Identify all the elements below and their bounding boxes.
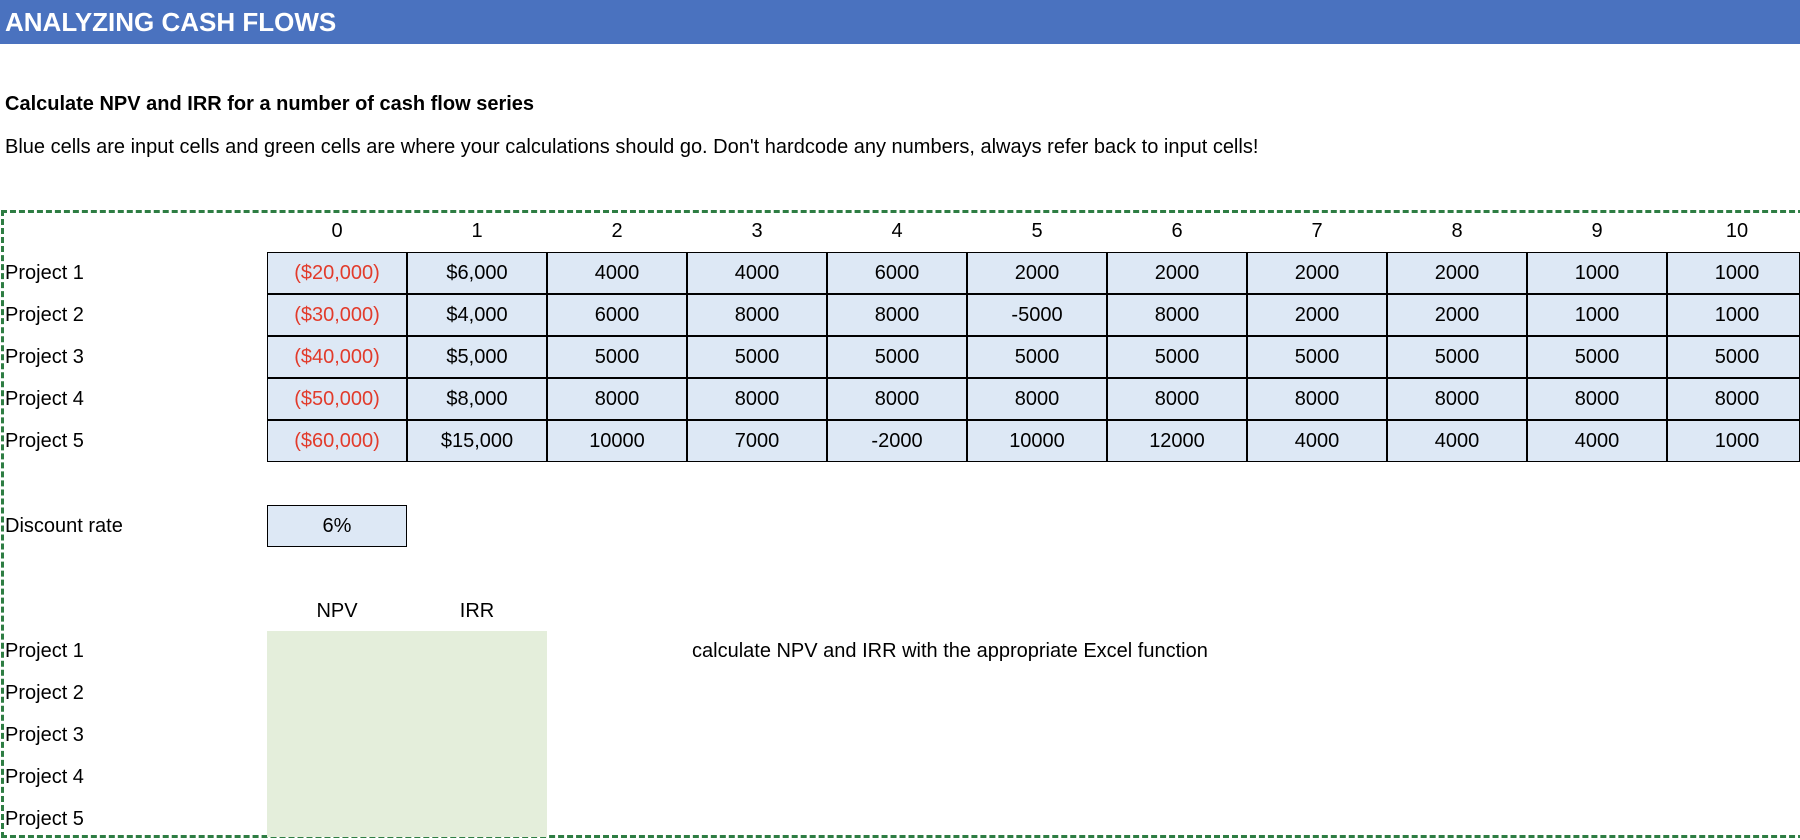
cashflow-cell[interactable]: 5000 bbox=[1667, 336, 1800, 378]
cashflow-cell[interactable]: 2000 bbox=[1107, 252, 1247, 294]
cashflow-cell[interactable]: 8000 bbox=[1667, 378, 1800, 420]
cashflow-cell[interactable]: 8000 bbox=[687, 294, 827, 336]
period-header-0: 0 bbox=[331, 220, 343, 242]
cashflow-cell[interactable]: 5000 bbox=[1527, 336, 1667, 378]
period-header-7: 7 bbox=[1311, 220, 1323, 242]
cashflow-cell[interactable]: $8,000 bbox=[407, 378, 547, 420]
subheading: Calculate NPV and IRR for a number of cash flow series bbox=[5, 93, 535, 115]
result-label-project-2: Project 2 bbox=[5, 682, 84, 704]
cashflow-cell[interactable]: 2000 bbox=[967, 252, 1107, 294]
cashflow-cell[interactable]: 2000 bbox=[1387, 252, 1527, 294]
period-header-5: 5 bbox=[1031, 220, 1043, 242]
cashflow-cell[interactable]: ($40,000) bbox=[267, 336, 407, 378]
cashflow-cell[interactable]: 4000 bbox=[1527, 420, 1667, 462]
period-header-4: 4 bbox=[891, 220, 903, 242]
result-label-project-3: Project 3 bbox=[5, 724, 84, 746]
cashflow-cell[interactable]: 6000 bbox=[547, 294, 687, 336]
cashflow-cell[interactable]: 8000 bbox=[547, 378, 687, 420]
period-header-2: 2 bbox=[611, 220, 623, 242]
cashflow-cell[interactable]: ($60,000) bbox=[267, 420, 407, 462]
cashflow-cell[interactable]: 8000 bbox=[827, 378, 967, 420]
cashflow-cell[interactable]: 1000 bbox=[1667, 420, 1800, 462]
cashflow-cell[interactable]: -5000 bbox=[967, 294, 1107, 336]
title-banner: ANALYZING CASH FLOWS bbox=[0, 0, 1800, 44]
cashflow-cell[interactable]: 6000 bbox=[827, 252, 967, 294]
period-header-1: 1 bbox=[471, 220, 483, 242]
cashflow-cell[interactable]: 2000 bbox=[1387, 294, 1527, 336]
cashflow-cell[interactable]: 4000 bbox=[1387, 420, 1527, 462]
cashflow-cell[interactable]: 8000 bbox=[1107, 294, 1247, 336]
cashflow-cell[interactable]: 1000 bbox=[1667, 252, 1800, 294]
cashflow-cell[interactable]: 5000 bbox=[1107, 336, 1247, 378]
result-label-project-1: Project 1 bbox=[5, 640, 84, 662]
cashflow-cell[interactable]: 5000 bbox=[967, 336, 1107, 378]
cashflow-cell[interactable]: 8000 bbox=[827, 294, 967, 336]
row-label-project-2: Project 2 bbox=[5, 304, 84, 326]
cashflow-cell[interactable]: 5000 bbox=[827, 336, 967, 378]
cashflow-cell[interactable]: 5000 bbox=[547, 336, 687, 378]
cashflow-cell[interactable]: 8000 bbox=[687, 378, 827, 420]
cashflow-cell[interactable]: 1000 bbox=[1527, 294, 1667, 336]
cashflow-cell[interactable]: 5000 bbox=[687, 336, 827, 378]
row-label-project-1: Project 1 bbox=[5, 262, 84, 284]
cashflow-cell[interactable]: 4000 bbox=[1247, 420, 1387, 462]
cashflow-cell[interactable]: 2000 bbox=[1247, 252, 1387, 294]
row-label-project-5: Project 5 bbox=[5, 430, 84, 452]
period-header-3: 3 bbox=[751, 220, 763, 242]
cashflow-cell[interactable]: 5000 bbox=[1387, 336, 1527, 378]
period-header-8: 8 bbox=[1451, 220, 1463, 242]
period-header-10: 10 bbox=[1725, 220, 1749, 242]
cashflow-cell[interactable]: 10000 bbox=[547, 420, 687, 462]
cashflow-cell[interactable]: 4000 bbox=[547, 252, 687, 294]
instruction-note: calculate NPV and IRR with the appropriate Excel function bbox=[692, 640, 1208, 662]
calculation-area[interactable] bbox=[267, 631, 547, 837]
discount-rate-input[interactable]: 6% bbox=[267, 505, 407, 547]
cashflow-cell[interactable]: $5,000 bbox=[407, 336, 547, 378]
cashflow-cell[interactable]: 2000 bbox=[1247, 294, 1387, 336]
result-label-project-5: Project 5 bbox=[5, 808, 84, 830]
cashflow-cell[interactable]: $6,000 bbox=[407, 252, 547, 294]
cashflow-cell[interactable]: 1000 bbox=[1667, 294, 1800, 336]
cashflow-cell[interactable]: 4000 bbox=[687, 252, 827, 294]
result-label-project-4: Project 4 bbox=[5, 766, 84, 788]
cashflow-cell[interactable]: -2000 bbox=[827, 420, 967, 462]
discount-rate-label: Discount rate bbox=[5, 515, 123, 537]
cashflow-cell[interactable]: 10000 bbox=[967, 420, 1107, 462]
period-header-6: 6 bbox=[1171, 220, 1183, 242]
cashflow-cell[interactable]: 5000 bbox=[1247, 336, 1387, 378]
cashflow-cell[interactable]: 8000 bbox=[1387, 378, 1527, 420]
cashflow-cell[interactable]: $15,000 bbox=[407, 420, 547, 462]
cashflow-cell[interactable]: 8000 bbox=[967, 378, 1107, 420]
cashflow-cell[interactable]: 8000 bbox=[1107, 378, 1247, 420]
cashflow-cell[interactable]: 12000 bbox=[1107, 420, 1247, 462]
cashflow-cell[interactable]: ($50,000) bbox=[267, 378, 407, 420]
cashflow-cell[interactable]: ($30,000) bbox=[267, 294, 407, 336]
cashflow-cell[interactable]: 8000 bbox=[1527, 378, 1667, 420]
row-label-project-3: Project 3 bbox=[5, 346, 84, 368]
cashflow-cell[interactable]: 7000 bbox=[687, 420, 827, 462]
period-header-9: 9 bbox=[1591, 220, 1603, 242]
cashflow-cell[interactable]: 8000 bbox=[1247, 378, 1387, 420]
cashflow-cell[interactable]: $4,000 bbox=[407, 294, 547, 336]
row-label-project-4: Project 4 bbox=[5, 388, 84, 410]
cashflow-cell[interactable]: ($20,000) bbox=[267, 252, 407, 294]
irr-header: IRR bbox=[459, 600, 495, 622]
instructions: Blue cells are input cells and green cells are where your calculations should go. Don't hardcode any numbers, always refer back to input cells! bbox=[5, 136, 1259, 158]
cashflow-cell[interactable]: 1000 bbox=[1527, 252, 1667, 294]
npv-header: NPV bbox=[316, 600, 358, 622]
